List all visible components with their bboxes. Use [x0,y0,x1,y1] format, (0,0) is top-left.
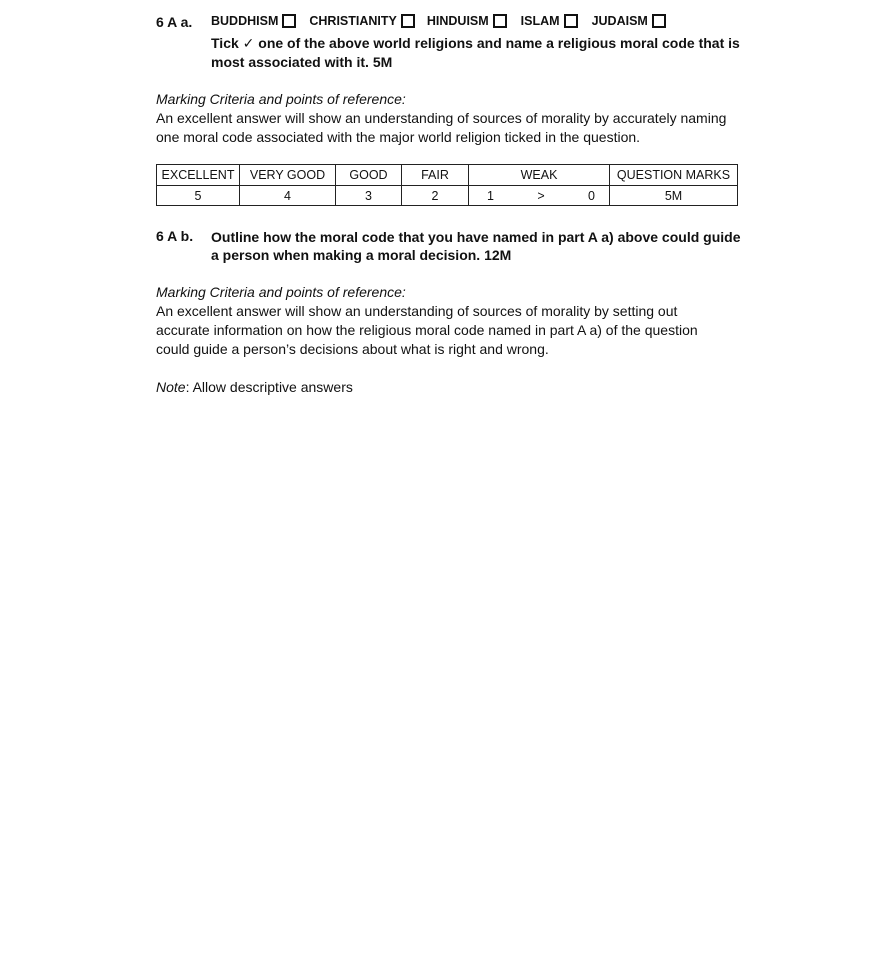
religion-options [211,14,666,28]
religion-label: CHRISTIANITY [309,14,397,28]
question-instruction-line-2: most associated with it. 5M [211,54,393,70]
marks-table [156,164,738,206]
marking-criteria-line-2: one moral code associated with the major world religion ticked in the question. [156,129,641,145]
marking-criteria-line-1: An excellent answer will show an understanding of sources of morality by accurately naming [156,110,727,126]
question-text-line-1: Outline how the moral code that you have named in part A a) above could guide [211,229,741,245]
religion-checkbox[interactable] [493,14,507,28]
value-cell-weak [469,186,610,206]
value-cell-question-marks: 5M [610,186,738,206]
religion-option-buddhism [211,14,296,28]
marking-criteria-line-1: An excellent answer will show an understanding of sources of morality by setting out [156,303,678,319]
header-cell: FAIR [402,165,469,186]
header-cell: VERY GOOD [240,165,336,186]
value-cell-fair: 2 [402,186,469,206]
header-cell: WEAK [469,165,610,186]
header-cell: EXCELLENT [157,165,240,186]
note-text: : Allow descriptive answers [185,379,353,395]
weak-low-value: 0 [588,188,595,203]
religion-label: JUDAISM [591,14,648,28]
marking-criteria-line-2: accurate information on how the religious moral code named in part A a) of the question [156,322,698,338]
religion-option-christianity [309,14,415,28]
marks-table-value-row [157,186,738,206]
question-number-6aa: 6 A a. [156,14,193,30]
religion-checkbox[interactable] [652,14,666,28]
weak-range [469,189,609,203]
religion-checkbox[interactable] [564,14,578,28]
question-instruction-line-1: Tick ✓ one of the above world religions and name a religious moral code that is [211,35,740,51]
marks-table-header-row [157,165,738,186]
header-cell: QUESTION MARKS [610,165,738,186]
weak-high-value: 1 [487,188,494,203]
value-cell-good: 3 [336,186,402,206]
religion-option-hinduism [427,14,507,28]
value-cell-very-good: 4 [240,186,336,206]
religion-option-islam [521,14,578,28]
question-text-line-2: a person when making a moral decision. 12M [211,247,512,263]
weak-separator: > [537,188,545,203]
marking-criteria-line-3: could guide a person’s decisions about what is right and wrong. [156,341,549,357]
header-cell: GOOD [336,165,402,186]
religion-label: HINDUISM [426,14,489,28]
marking-criteria-title: Marking Criteria and points of reference: [156,91,406,107]
religion-option-judaism [592,14,666,28]
question-number-6ab: 6 A b. [156,228,194,244]
religion-label: ISLAM [520,14,560,28]
marking-criteria-title: Marking Criteria and points of reference: [156,284,406,300]
value-cell-excellent: 5 [157,186,240,206]
religion-checkbox[interactable] [282,14,296,28]
religion-checkbox[interactable] [401,14,415,28]
religion-label: BUDDHISM [211,14,279,28]
note [156,378,353,397]
note-label: Note [156,379,186,395]
